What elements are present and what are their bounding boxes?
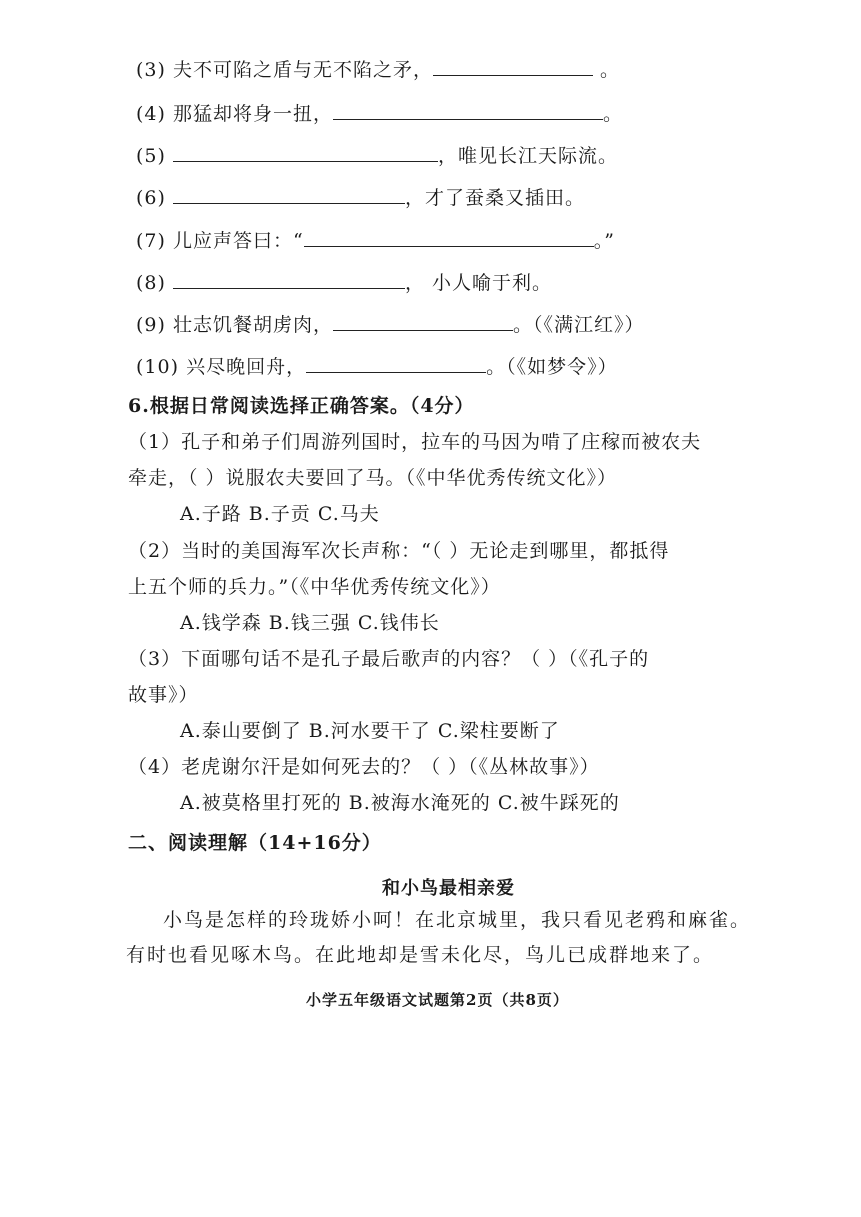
- page-footer: 小学五年级语文试题第2页（共8页）: [306, 991, 569, 1009]
- fill-item-6: (6) ，才了蚕桑又插田。: [136, 183, 585, 212]
- answer-blank[interactable]: [433, 55, 593, 76]
- question-2-line2: 上五个师的兵力。”（《中华优秀传统文化》）: [128, 576, 501, 598]
- question-4-line1: （4）老虎谢尔汗是如何死去的？（ ）（《丛林故事》）: [128, 756, 600, 778]
- question-2-options[interactable]: A.钱学森 B.钱三强 C.钱伟长: [180, 612, 440, 634]
- question-3-line1: （3）下面哪句话不是孔子最后歌声的内容？（ ）（《孔子的: [128, 648, 650, 670]
- question-1-line2: 牵走，（ ）说服农夫要回了马。（《中华优秀传统文化》）: [128, 467, 618, 489]
- section-6-heading: 6.根据日常阅读选择正确答案。（4分）: [128, 395, 475, 417]
- answer-blank[interactable]: [333, 99, 603, 120]
- answer-blank[interactable]: [173, 183, 405, 204]
- passage-para-line1: 小鸟是怎样的玲珑娇小呵！在北京城里，我只看见老鸦和麻雀。: [163, 909, 752, 931]
- passage-title: 和小鸟最相亲爱: [382, 878, 515, 899]
- answer-blank[interactable]: [306, 352, 486, 373]
- part-2-heading: 二、阅读理解（14+16分）: [128, 832, 382, 854]
- fill-item-9: (9) 壮志饥餐胡虏肉， 。（《满江红》）: [136, 310, 645, 339]
- fill-item-4: (4) 那猛却将身一扭， 。: [136, 99, 623, 128]
- question-1-options[interactable]: A.子路 B.子贡 C.马夫: [180, 503, 380, 525]
- fill-item-10: (10) 兴尽晚回舟， 。（《如梦令》）: [136, 352, 618, 381]
- answer-blank[interactable]: [173, 268, 405, 289]
- fill-item-7: (7) 儿应声答曰：“ 。”: [136, 226, 615, 255]
- passage-para-line2: 有时也看见啄木鸟。在此地却是雪未化尽，鸟儿已成群地来了。: [126, 944, 715, 966]
- fill-item-3: (3) 夫不可陷之盾与无不陷之矛， 。: [136, 55, 620, 84]
- question-4-options[interactable]: A.被莫格里打死的 B.被海水淹死的 C.被牛踩死的: [180, 792, 620, 814]
- answer-blank[interactable]: [173, 141, 438, 162]
- question-1-line1: （1）孔子和弟子们周游列国时，拉车的马因为啃了庄稼而被农夫: [128, 431, 702, 453]
- answer-blank[interactable]: [333, 310, 513, 331]
- fill-item-8: (8) ， 小人喻于利。: [136, 268, 552, 297]
- question-3-options[interactable]: A.泰山要倒了 B.河水要干了 C.梁柱要断了: [180, 720, 560, 742]
- answer-blank[interactable]: [304, 226, 594, 247]
- question-3-line2: 故事》）: [128, 684, 199, 706]
- question-2-line1: （2）当时的美国海军次长声称：“（ ）无论走到哪里，都抵得: [128, 540, 670, 562]
- fill-item-5: (5) ，唯见长江天际流。: [136, 141, 618, 170]
